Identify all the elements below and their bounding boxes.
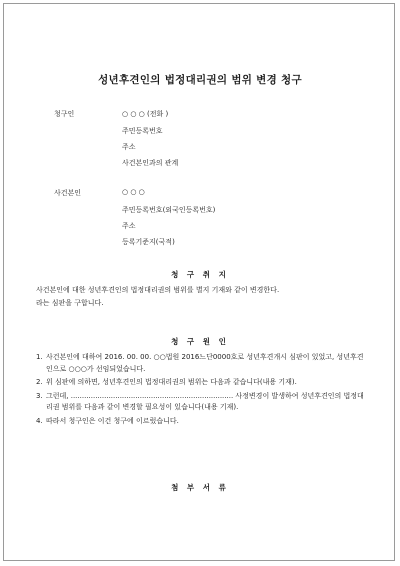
purpose-line-2: 라는 심판을 구합니다. [36,299,104,307]
subject-field-address: 주소 [122,222,136,230]
list-item-number: 1. [36,353,43,361]
document-title: 성년후견인의 법정대리권의 범위 변경 청구 [98,74,302,86]
attachments-heading: 첨 부 서 류 [171,483,229,492]
reasons-list [36,352,366,429]
claimant-field-address: 주소 [122,143,136,151]
claimant-name-line: ○ ○ ○ (전화 ) [122,110,169,118]
claimant-field-id: 주민등록번호 [122,127,163,135]
list-item [36,377,366,389]
list-item-text: 위 심판에 의하면, 성년후견인의 법정대리권의 범위는 다음과 같습니다(내용 기재). [46,378,297,386]
claimant-field-relation: 사건본인과의 관계 [122,159,179,167]
subject-name-line: ○ ○ ○ [122,188,145,196]
list-item [36,391,366,414]
list-item-number: 4. [36,416,43,425]
list-item-text: 따라서 청구인은 이건 청구에 이르렀습니다. [46,416,179,425]
subject-field-registry: 등록기준지(국적) [122,238,175,246]
document-page [3,3,395,561]
subject-field-id: 주민등록번호(외국인등록번호) [122,206,216,214]
subject-label: 사건본인 [54,189,82,197]
list-item-number: 2. [36,378,43,386]
purpose-line-1: 사건본인에 대한 성년후견인의 법정대리권의 범위를 별지 기재와 같이 변경한다. [36,286,280,294]
list-item-text: 사건본인에 대하여 2016. 00. 00. ○○법원 2016느단0000호로 성년후견개시 심판이 있었고, 성년후견인으로 ○○○가 선임되었습니다. [46,353,364,373]
purpose-heading: 청 구 취 지 [171,270,229,279]
list-item [36,416,366,428]
list-item-number: 3. [36,391,43,400]
list-item [36,352,366,375]
reasons-heading: 청 구 원 인 [171,337,229,346]
claimant-label: 청구인 [54,110,75,118]
list-item-text: 그런데, ......................................................................... 사정변경이 발생하여 성년후견인의 법정대리권 범위를 다음과 같이 변경할 필요성이 있습니다(내용 기재). [46,391,364,411]
